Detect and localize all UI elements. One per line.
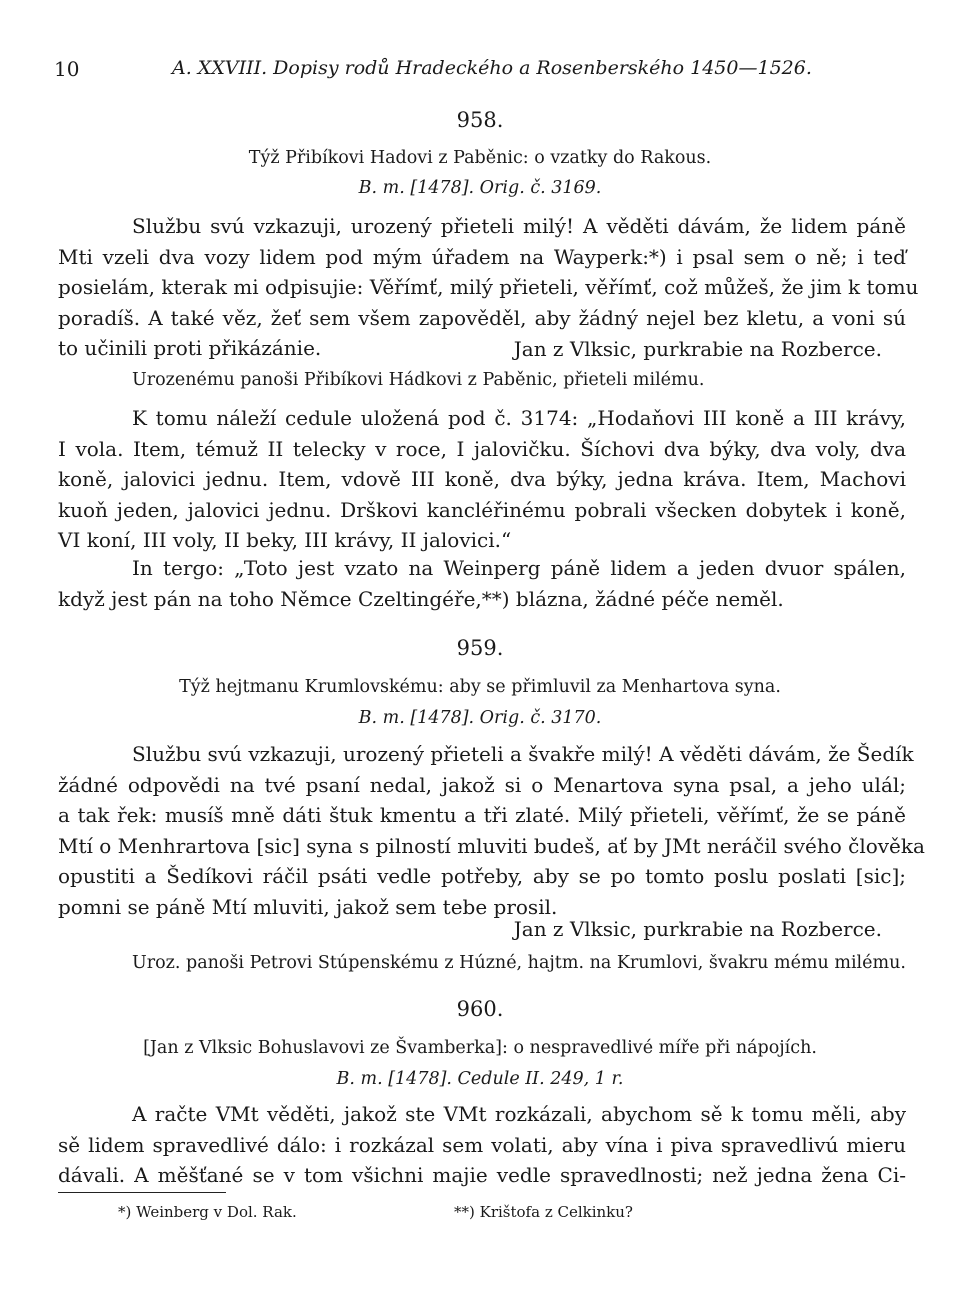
- signature: Jan z Vlksic, purkrabie na Rozberce.: [513, 917, 882, 941]
- text-line: to učinili proti přikázánie.: [58, 336, 322, 360]
- address: Urozenému panoši Přibíkovi Hádkovi z Paběnic, přieteli milému.: [132, 370, 705, 390]
- text-line: poradíš. A také věz, žeť sem všem zapověděl, aby žádný nejel bez kletu, a voni sú: [58, 305, 906, 330]
- text-line: Službu svú vzkazuji, urozený přieteli a švakře milý! A věděti dávám, že Šedík: [132, 742, 914, 766]
- footnote: *) Weinberg v Dol. Rak.: [118, 1203, 297, 1221]
- text-line: Mti vzeli dva vozy lidem pod mým úřadem na Wayperk:*) i psal sem o ně; i teď: [58, 244, 906, 269]
- text-line: sě lidem spravedlivé dálo: i rozkázal sem volati, aby vína i piva spravedlivú mieru: [58, 1132, 906, 1157]
- page-number: 10: [54, 57, 80, 81]
- letter-body: [58, 1099, 906, 1191]
- letter-number: 960.: [456, 997, 504, 1021]
- footnote-rule: [58, 1192, 226, 1193]
- text-line: I vola. Item, témuž II telecky v roce, I jalovičku. Šíchovi dva býky, dva voly, dva: [58, 436, 906, 461]
- text-line: K tomu náleží cedule uložená pod č. 3174: „Hodaňovi III koně a III krávy,: [132, 406, 906, 430]
- in-tergo-note: [58, 553, 906, 614]
- text-line: žádné odpovědi na tvé psaní nedal, jakož si o Menartova syna psal, a jeho ulál;: [58, 772, 906, 797]
- letter-regest: Týž hejtmanu Krumlovskému: aby se přimluvil za Menhartova syna.: [179, 677, 781, 697]
- footnote: **) Krištofa z Celkinku?: [454, 1203, 633, 1221]
- letter-regest: Týž Přibíkovi Hadovi z Paběnic: o vzatky do Rakous.: [248, 148, 712, 168]
- text-line: když jest pán na toho Němce Czeltingéře,**) blázna, žádné péče neměl.: [58, 586, 784, 611]
- letter-number: 958.: [456, 108, 504, 132]
- text-line: koně, jalovici jednu. Item, vdově III koně, dva býky, jedna kráva. Item, Machovi: [58, 467, 906, 491]
- text-line: pomni se páně Mtí mluviti, jakož sem tebe prosil.: [58, 894, 558, 919]
- text-line: a tak řek: musíš mně dáti štuk kmentu a tři zlaté. Milý přieteli, věřímť, že se páně: [58, 803, 906, 827]
- text-line: kuoň jeden, jalovici jednu. Drškovi kancléřinému pobrali všecken dobytek i koně,: [58, 497, 906, 522]
- letter-regest: [Jan z Vlksic Bohuslavovi ze Švamberka]: o nespravedlivé míře při nápojích.: [143, 1038, 817, 1058]
- letter-body: [58, 739, 925, 922]
- letter-number: 959.: [456, 636, 504, 660]
- text-line: Mtí o Menhrartova [sic] syna s pilností mluviti budeš, ať by JMt neráčil svého člověka: [58, 833, 925, 858]
- text-line: In tergo: „Toto jest vzato na Weinperg páně lidem a jeden dvuor spálen,: [132, 556, 906, 580]
- address: Uroz. panoši Petrovi Stúpenskému z Húzné, hajtm. na Krumlovi, švakru mému milému.: [132, 953, 906, 973]
- text-line: VI koní, III voly, II beky, III krávy, II jalovici.“: [58, 528, 512, 552]
- text-line: dávali. A měšťané se v tom všichni majie vedle spravedlnosti; než jedna žena Ci-: [58, 1163, 906, 1187]
- text-line: A račte VMt věděti, jakož ste VMt rozkázali, abychom sě k tomu měli, aby: [132, 1102, 906, 1126]
- letter-source: B. m. [1478]. Orig. č. 3169.: [358, 178, 602, 198]
- text-line: posielám, kterak mi odpisujie: Věřímť, milý přieteli, věřímť, což můžeš, že jim k tomu: [58, 275, 919, 299]
- running-header: A. XXVIII. Dopisy rodů Hradeckého a Rosenberského 1450—1526.: [172, 57, 812, 79]
- signature: Jan z Vlksic, purkrabie na Rozberce.: [513, 337, 882, 361]
- cedule-note: [58, 403, 906, 556]
- text-line: opustiti a Šedíkovi ráčil psáti vedle potřeby, aby se po tomto poslu poslati [sic];: [58, 864, 906, 888]
- letter-source: B. m. [1478]. Orig. č. 3170.: [358, 708, 602, 728]
- text-line: Službu svú vzkazuji, urozený přieteli milý! A věděti dávám, že lidem páně: [132, 214, 906, 238]
- letter-source: B. m. [1478]. Cedule II. 249, 1 r.: [336, 1069, 624, 1089]
